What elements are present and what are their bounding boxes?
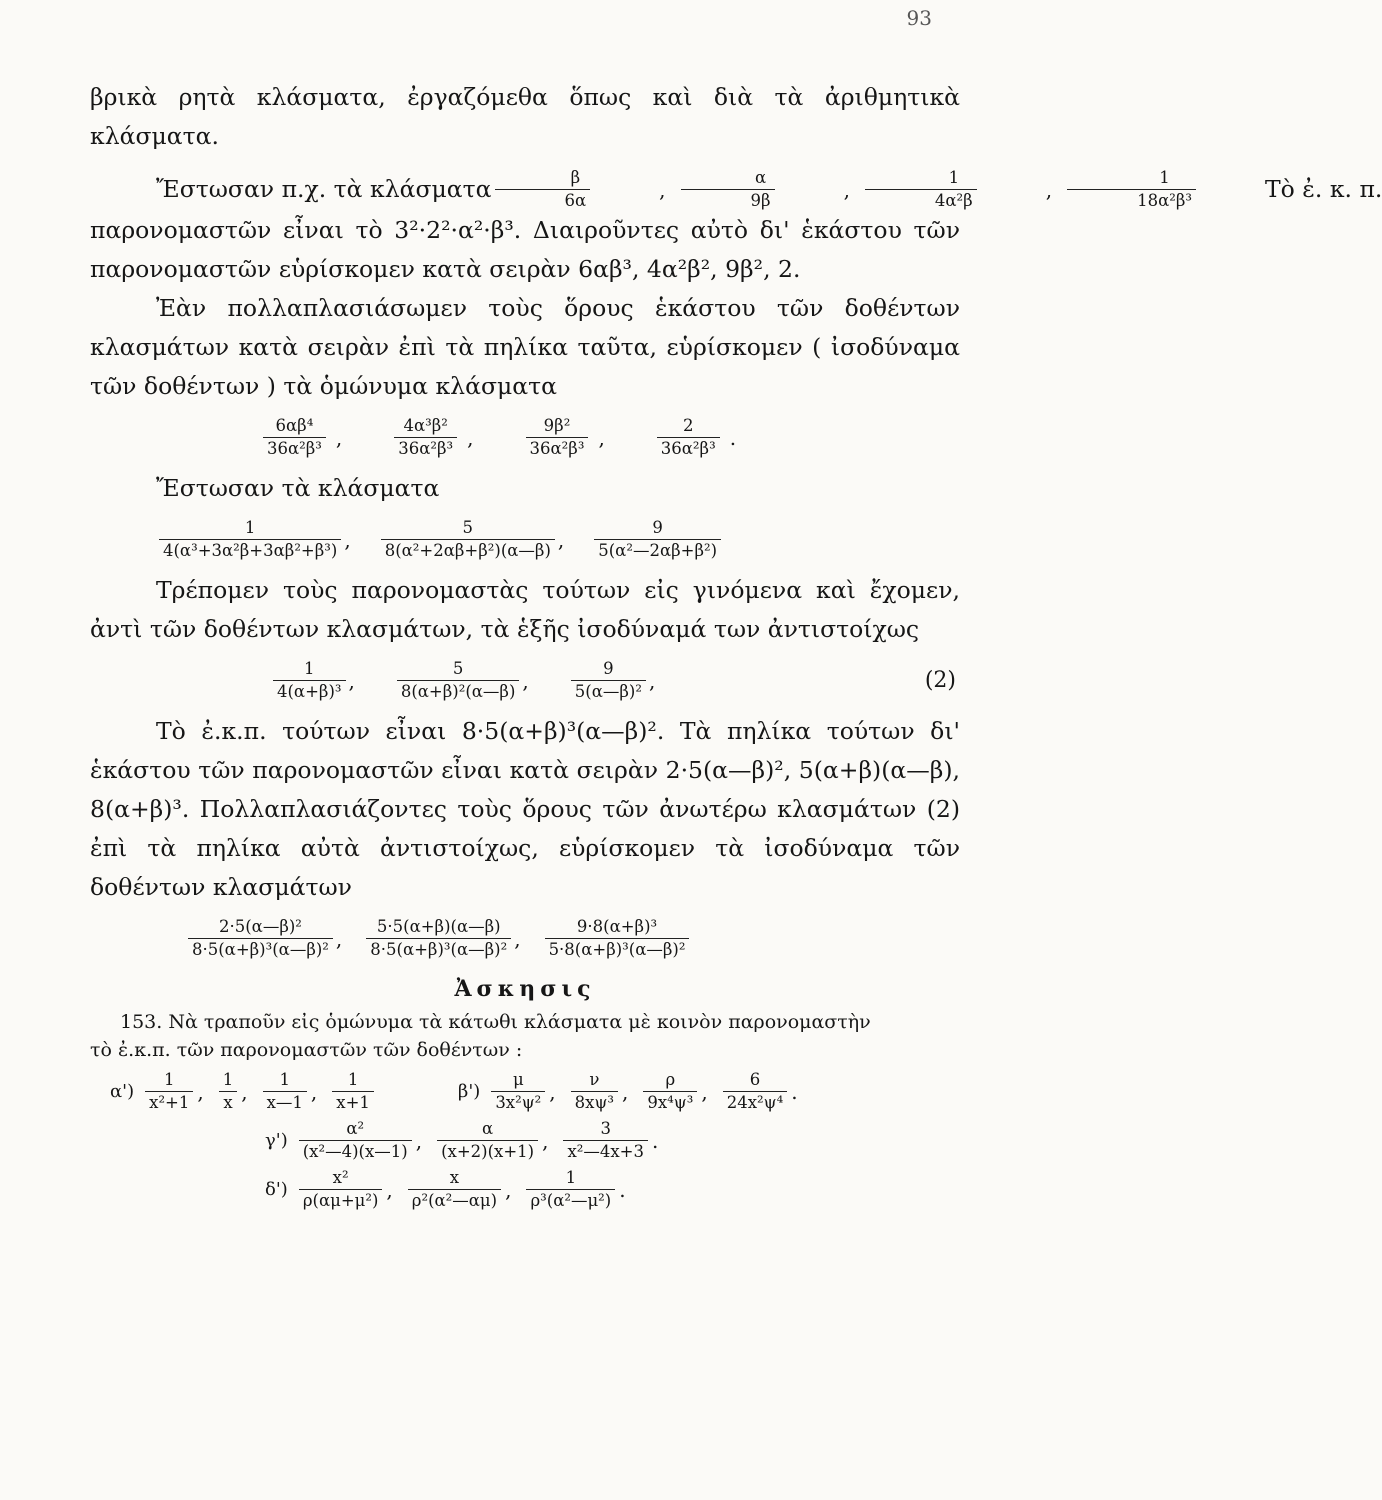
example2-intro: Ἔστωσαν τὰ κλάσματα — [156, 474, 440, 502]
fraction: $\frac{\text{x²}}{\text{ρ(αμ+μ²)}}$ — [299, 1168, 383, 1211]
fraction: $\frac{\text{α²}}{\text{(x²—4)(x—1)}}$ — [299, 1119, 412, 1162]
exercise-part-d: δ') $\frac{\text{x²}}{\text{ρ(αμ+μ²)}}$ , $\frac{x}{\text{ρ²(α²—αμ)}}$ , $\frac{1}{\text{ρ³(α²—μ²)}}$ . — [265, 1168, 626, 1210]
fraction: $\frac{\mu}{\text{3x²ψ²}}$ — [491, 1070, 545, 1113]
exercise-text: 153. Νὰ τραποῦν εἰς ὁμώνυμα τὰ κάτωθι κλάσματα μὲ κοινὸν παρονομαστὴν — [120, 1011, 871, 1033]
factored-fractions: $\frac{1}{\text{4(α+β)³}}$ , $\frac{5}{\text{8(α+β)²(α—β)}}$ , $\frac{9}{\text{5(α—β)²}}$ , (2) — [270, 659, 960, 702]
exercise-part-g: γ') $\frac{\text{α²}}{\text{(x²—4)(x—1)}}$ , $\frac{\alpha}{(x+2)(x+1)}$ , $\frac{3}{\text{x²—4x+3}}$ . — [265, 1119, 659, 1161]
fraction: $\frac{5}{\text{8(α+β)²(α—β)}}$ — [397, 659, 520, 702]
exercise-text-2: τὸ ἐ.κ.π. τῶν παρονομαστῶν τῶν δοθέντων : — [90, 1039, 523, 1061]
part-label-a: α') — [110, 1081, 135, 1102]
page-content — [90, 78, 1382, 1217]
equation-label: (2) — [924, 668, 956, 693]
fraction: $\frac{\text{6αβ⁴}}{\text{36α²β³}}$ — [263, 416, 326, 459]
fraction: $\frac{\alpha}{9\beta}$ — [681, 168, 775, 211]
fraction: $\frac{1}{\text{4α²β}}$ — [865, 168, 977, 211]
part-label-d: δ') — [265, 1179, 288, 1200]
fraction: $\frac{1}{x+1}$ — [332, 1070, 374, 1113]
fraction: $\frac{1}{\text{18α²β³}}$ — [1067, 168, 1196, 211]
fraction: $\frac{5}{\text{8(α²+2αβ+β²)(α—β)}}$ — [381, 518, 555, 561]
fraction: $\frac{6}{\text{24x²ψ⁴}}$ — [723, 1070, 787, 1113]
fraction: $\frac{\rho}{\text{9x⁴ψ³}}$ — [643, 1070, 697, 1113]
fraction: $\frac{5\cdot 5(\alpha+\beta)(\alpha—\beta)}{\text{8·5(α+β)³(α—β)²}}$ — [366, 917, 511, 960]
example1-intro: Ἔστωσαν π.χ. τὰ κλάσματα — [156, 175, 492, 203]
example2-fractions: $\frac{1}{\text{4(α³+3α²β+3αβ²+β³)}}$ , $\frac{5}{\text{8(α²+2αβ+β²)(α—β)}}$ , $\frac{9}{\text{5(α²—2αβ+β²)}}$ — [156, 518, 960, 561]
fraction: $\frac{3}{\text{x²—4x+3}}$ — [563, 1119, 648, 1162]
paragraph-multiply: Ἐὰν πολλαπλασιάσωμεν τοὺς ὅρους ἑκάστου τῶν δοθέντων κλασμάτων κατὰ σειρὰν ἐπὶ τὰ πηλίκα ταῦτα, εὑρίσκομεν ( ἰσοδύναμα τῶν δοθέντων ) τὰ ὁμώνυμα κλάσματα — [90, 294, 960, 400]
fraction: $\frac{\text{2·5(α—β)²}}{\text{8·5(α+β)³(α—β)²}}$ — [188, 917, 333, 960]
part-label-g: γ') — [265, 1130, 288, 1151]
fraction: $\frac{1}{\text{4(α³+3α²β+3αβ²+β³)}}$ — [159, 518, 341, 561]
fraction: $\frac{\text{9·8(α+β)³}}{\text{5·8(α+β)³(α—β)²}}$ — [545, 917, 690, 960]
fraction: $\frac{\beta}{6\alpha}$ — [495, 168, 591, 211]
exercise-parts-a-b: α') $\frac{1}{\text{x²+1}}$ , $\frac{1}{x}$ , $\frac{1}{x—1}$ , $\frac{1}{x+1}$ β') $\frac{\mu}{\text{3x²ψ²}}$ , $\frac{\nu}{\text{8xψ³}}$ , $\frac{\rho}{\text{9x⁴ψ³}}$ , $\frac{6}{\text{24x²ψ⁴}}$ . — [110, 1070, 798, 1112]
fraction: $\frac{\nu}{\text{8xψ³}}$ — [571, 1070, 618, 1113]
paragraph-quotients: Τὸ ἐ.κ.π. τούτων εἶναι 8·5(α+β)³(α—β)². Τὰ πηλίκα τούτων δι' ἑκάστου τῶν παρονομαστῶν εἶναι κατὰ σειρὰν 2·5(α—β)², 5(α+β)(α—β), 8(α+β)³. Πολλαπλασιάζοντες τοὺς ὅρους τῶν ἀνωτέρω κλασμάτων (2) ἐπὶ τὰ πηλίκα αὐτὰ ἀντιστοίχως, εὑρίσκομεν τὰ ἰσοδύναμα τῶν δοθέντων κλασμάτων — [90, 717, 960, 901]
paragraph-factor: Τρέπομεν τοὺς παρονομαστὰς τούτων εἰς γινόμενα καὶ ἔχομεν, ἀντὶ τῶν δοθέντων κλασμάτων, τὰ ἑξῆς ἰσοδύναμά των ἀντιστοίχως — [90, 576, 960, 643]
section-heading: Ἀσκησις — [454, 976, 596, 1002]
fraction: $\frac{1}{x—1}$ — [263, 1070, 307, 1113]
fraction: $\frac{\text{4α³β²}}{\text{36α²β³}}$ — [394, 416, 457, 459]
page-number: 93 — [906, 6, 932, 30]
fraction: $\frac{9}{\text{5(α—β)²}}$ — [571, 659, 646, 702]
equivalent-fractions-2: $\frac{\text{2·5(α—β)²}}{\text{8·5(α+β)³(α—β)²}}$ , $\frac{5\cdot 5(\alpha+\beta)(\alpha—\beta)}{\text{8·5(α+β)³(α—β)²}}$ , $\frac{\text{9·8(α+β)³}}{\text{5·8(α+β)³(α—β)²}}$ — [185, 917, 960, 960]
fraction: $\frac{1}{x}$ — [219, 1070, 238, 1113]
fraction: $\frac{1}{\text{x²+1}}$ — [145, 1070, 193, 1113]
example1-row: Ἔστωσαν π.χ. τὰ κλάσματα $\frac{\beta}{6\alpha}$ , $\frac{\alpha}{9\beta}$ , $\frac{1}{\text{4α²β}}$ , $\frac{1}{\text{18α²β³}}$ Τὸ ἐ. κ. π. — [90, 168, 960, 211]
fraction: $\frac{x}{\text{ρ²(α²—αμ)}}$ — [408, 1168, 501, 1211]
fraction: $\frac{\text{9β²}}{\text{36α²β³}}$ — [526, 416, 589, 459]
fraction: $\frac{1}{\text{ρ³(α²—μ²)}}$ — [526, 1168, 615, 1211]
paragraph-lcm: παρονομαστῶν εἶναι τὸ 3²·2²·α²·β³. Διαιροῦντες αὐτὸ δι' ἑκάστου τῶν παρονομαστῶν εὑρίσκομεν κατὰ σειρὰν 6αβ³, 4α²β², 9β², 2. — [90, 216, 960, 283]
fraction: $\frac{9}{\text{5(α²—2αβ+β²)}}$ — [594, 518, 721, 561]
fraction: $\frac{\alpha}{(x+2)(x+1)}$ — [437, 1119, 538, 1162]
fraction: $\frac{1}{\text{4(α+β)³}}$ — [273, 659, 346, 702]
example1-after: Τὸ ἐ. κ. π. — [1264, 175, 1382, 203]
part-label-b: β') — [457, 1081, 481, 1102]
fraction: $\frac{2}{\text{36α²β³}}$ — [657, 416, 720, 459]
paragraph-intro: βρικὰ ρητὰ κλάσματα, ἐργαζόμεθα ὅπως καὶ διὰ τὰ ἀριθμητικὰ κλάσματα. — [90, 83, 960, 150]
equivalent-fractions-1: $\frac{\text{6αβ⁴}}{\text{36α²β³}}$ , $\frac{\text{4α³β²}}{\text{36α²β³}}$ , $\frac{\text{9β²}}{\text{36α²β³}}$ , $\frac{2}{\text{36α²β³}}$ . — [260, 416, 960, 459]
